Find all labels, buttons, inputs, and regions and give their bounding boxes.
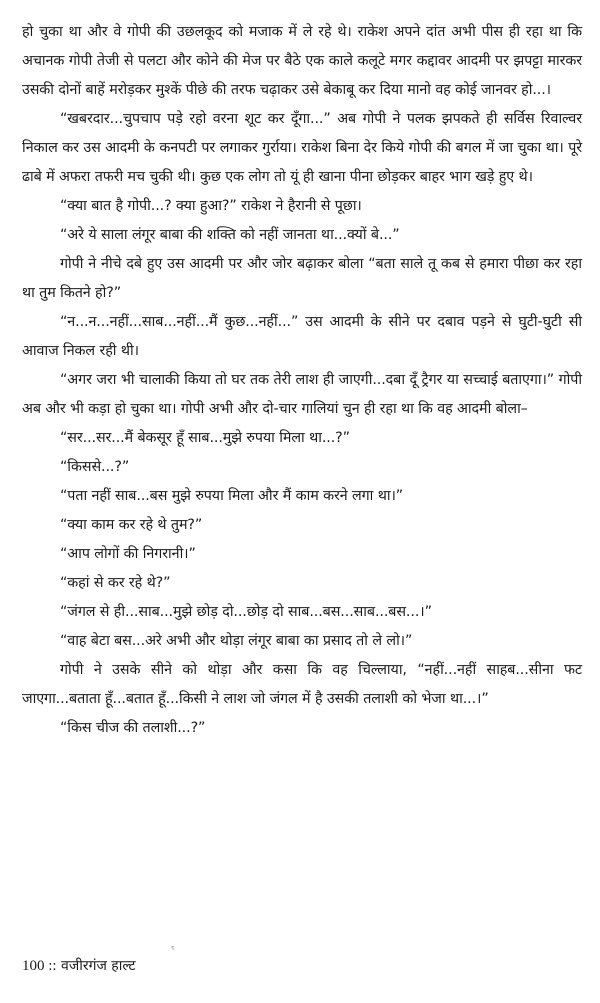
book-title: वजीरगंज हाल्ट [61, 958, 136, 974]
paragraph: “खबरदार...चुपचाप पड़े रहो वरना शूट कर दूँगा...” अब गोपी ने पलक झपकते ही सर्विस रिवाल्वर निकाल कर उस आदमी के कनपटी पर लगाकर गुर्राया। राकेश बिना देर किये गोपी की बगल में जा चुका था। पूरे ढाबे में अफरा तफरी मच चुकी थी। कुछ एक लोग तो यूं ही खाना पीना छोड़कर बाहर भाग खड़े हुए थे। [22, 111, 582, 185]
paragraph: “न...न...नहीं...साब...नहीं...मैं कुछ...नहीं...” उस आदमी के सीने पर दबाव पड़ने से घुटी-घुटी सी आवाज निकल रही थी। [22, 314, 582, 359]
paragraph: “अरे ये साला लंगूर बाबा की शक्ति को नहीं जानता था...क्यों बे...” [60, 227, 400, 243]
paragraph: “वाह बेटा बस...अरे अभी और थोड़ा लंगूर बाबा का प्रसाद तो ले लो।” [60, 633, 413, 649]
paragraph: “क्या बात है गोपी...? क्या हुआ?” राकेश ने हैरानी से पूछा। [60, 198, 362, 214]
paragraph: “जंगल से ही...साब...मुझे छोड़ दो...छोड़ दो साब...बस...साब...बस...।” [60, 604, 432, 620]
page-number: 100 :: [22, 958, 57, 974]
paragraph: गोपी ने उसके सीने को थोड़ा और कसा कि वह चिल्लाया, “नहीं...नहीं साहब...सीना फट जाएगा...बताता हूँ...बतात हूँ...किसी ने लाश जो जंगल में है उसकी तलाशी को भेजा था...।” [22, 662, 582, 707]
paragraph: “कहां से कर रहे थे?” [60, 575, 171, 591]
paragraph: “किससे...?” [60, 459, 130, 475]
paragraph: “पता नहीं साब...बस मुझे रुपया मिला और मैं काम करने लगा था।” [60, 488, 404, 504]
body-text [22, 18, 582, 743]
paragraph: “क्या काम कर रहे थे तुम?” [60, 517, 203, 533]
paragraph: गोपी ने नीचे दबे हुए उस आदमी पर और जोर बढ़ाकर बोला “बता साले तू कब से हमारा पीछा कर रहा था तुम कितने हो?” [22, 256, 582, 301]
paragraph: हो चुका था और वे गोपी की उछलकूद को मजाक में ले रहे थे। राकेश अपने दांत अभी पीस ही रहा था कि अचानक गोपी तेजी से पलटा और कोने की मेज पर बैठे एक काले कलूटे मगर कद्दावर आदमी पर झपट्टा मारकर उसकी दोनों बाहें मरोड़कर मुश्कें पीछे की तरफ चढ़ाकर उसे बेकाबू कर दिया मानो वह कोई जानवर हो...। [22, 24, 582, 98]
paragraph: “आप लोगों की निगरानी।” [60, 546, 196, 562]
paragraph: “किस चीज की तलाशी...?” [60, 720, 206, 736]
paragraph: “सर...सर...मैं बेकसूर हूँ साब...मुझे रुपया मिला था...?” [60, 430, 350, 446]
page-footer [22, 956, 136, 975]
printer-mark-icon: ˁ [171, 945, 175, 956]
paragraph: “अगर जरा भी चालाकी किया तो घर तक तेरी लाश ही जाएगी...दबा दूँ ट्रैगर या सच्चाई बताएगा।” गोपी अब और भी कड़ा हो चुका था। गोपी अभी और दो-चार गालियां चुन ही रहा था कि वह आदमी बोला– [22, 372, 582, 417]
